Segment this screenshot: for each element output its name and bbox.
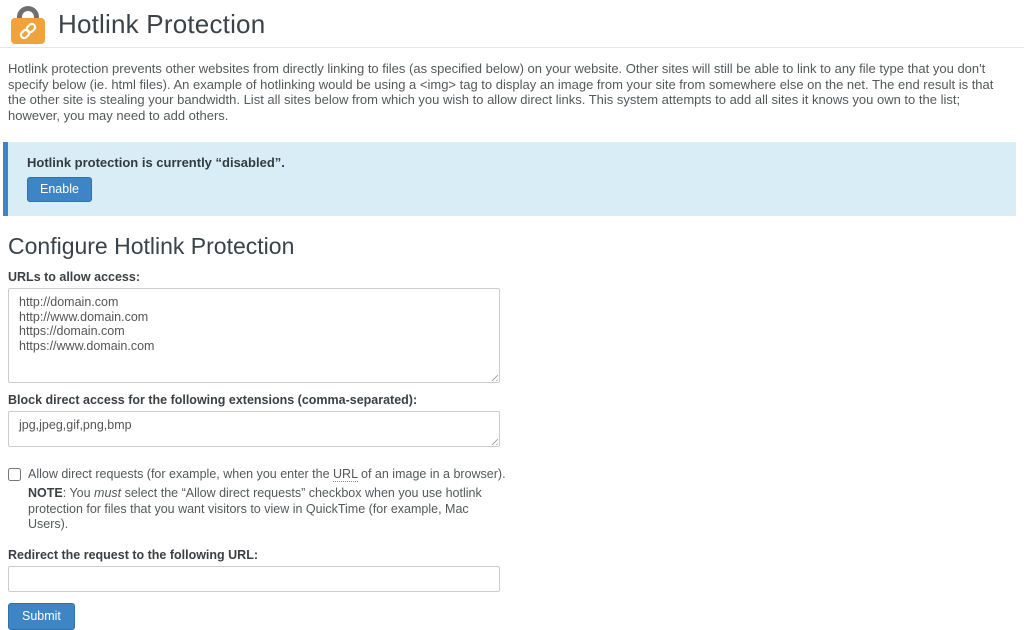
page-title: Hotlink Protection xyxy=(58,9,266,39)
status-alert xyxy=(3,142,1016,216)
extensions-textarea[interactable] xyxy=(8,411,500,447)
allow-direct-checkbox[interactable] xyxy=(8,468,21,481)
lock-body xyxy=(11,18,45,44)
urls-textarea-wrap xyxy=(8,288,500,383)
page-description: Hotlink protection prevents other websites from directly linking to files (as specified below) on your website. Other sites will still be able to link to any file type that you don't specify below (ie. html files). An example of hotlinking would be using a <img> tag to display an image from your site from somewhere else on the net. The end result is that the other site is stealing your bandwidth. List all sites below from which you wish to allow direct links. This system attempts to add all sites it knows you own to the list; however, you may need to add others. xyxy=(8,61,994,123)
allow-direct-label: Allow direct requests (for example, when you enter the URL of an image in a browser). xyxy=(28,467,506,481)
redirect-url-input[interactable] xyxy=(8,566,500,592)
url-abbr: URL xyxy=(333,467,358,481)
urls-label: URLs to allow access: xyxy=(8,270,140,284)
section-heading: Configure Hotlink Protection xyxy=(8,233,295,259)
link-icon xyxy=(17,20,39,42)
submit-button[interactable]: Submit xyxy=(8,603,75,630)
extensions-label: Block direct access for the following extensions (comma-separated): xyxy=(8,393,418,407)
allow-direct-note: NOTE: You must select the “Allow direct requests” checkbox when you use hotlink protection for files that you want visitors to view in QuickTime (for example, Mac Users). xyxy=(28,486,482,531)
allow-direct-row xyxy=(8,467,1024,481)
page-header xyxy=(0,0,1024,48)
enable-button[interactable]: Enable xyxy=(27,177,92,202)
urls-textarea[interactable] xyxy=(8,288,500,383)
hotlink-lock-icon xyxy=(8,5,48,45)
redirect-url-label: Redirect the request to the following URL: xyxy=(8,547,259,562)
status-text: Hotlink protection is currently “disabled”. xyxy=(27,155,285,170)
extensions-textarea-wrap xyxy=(8,411,500,447)
